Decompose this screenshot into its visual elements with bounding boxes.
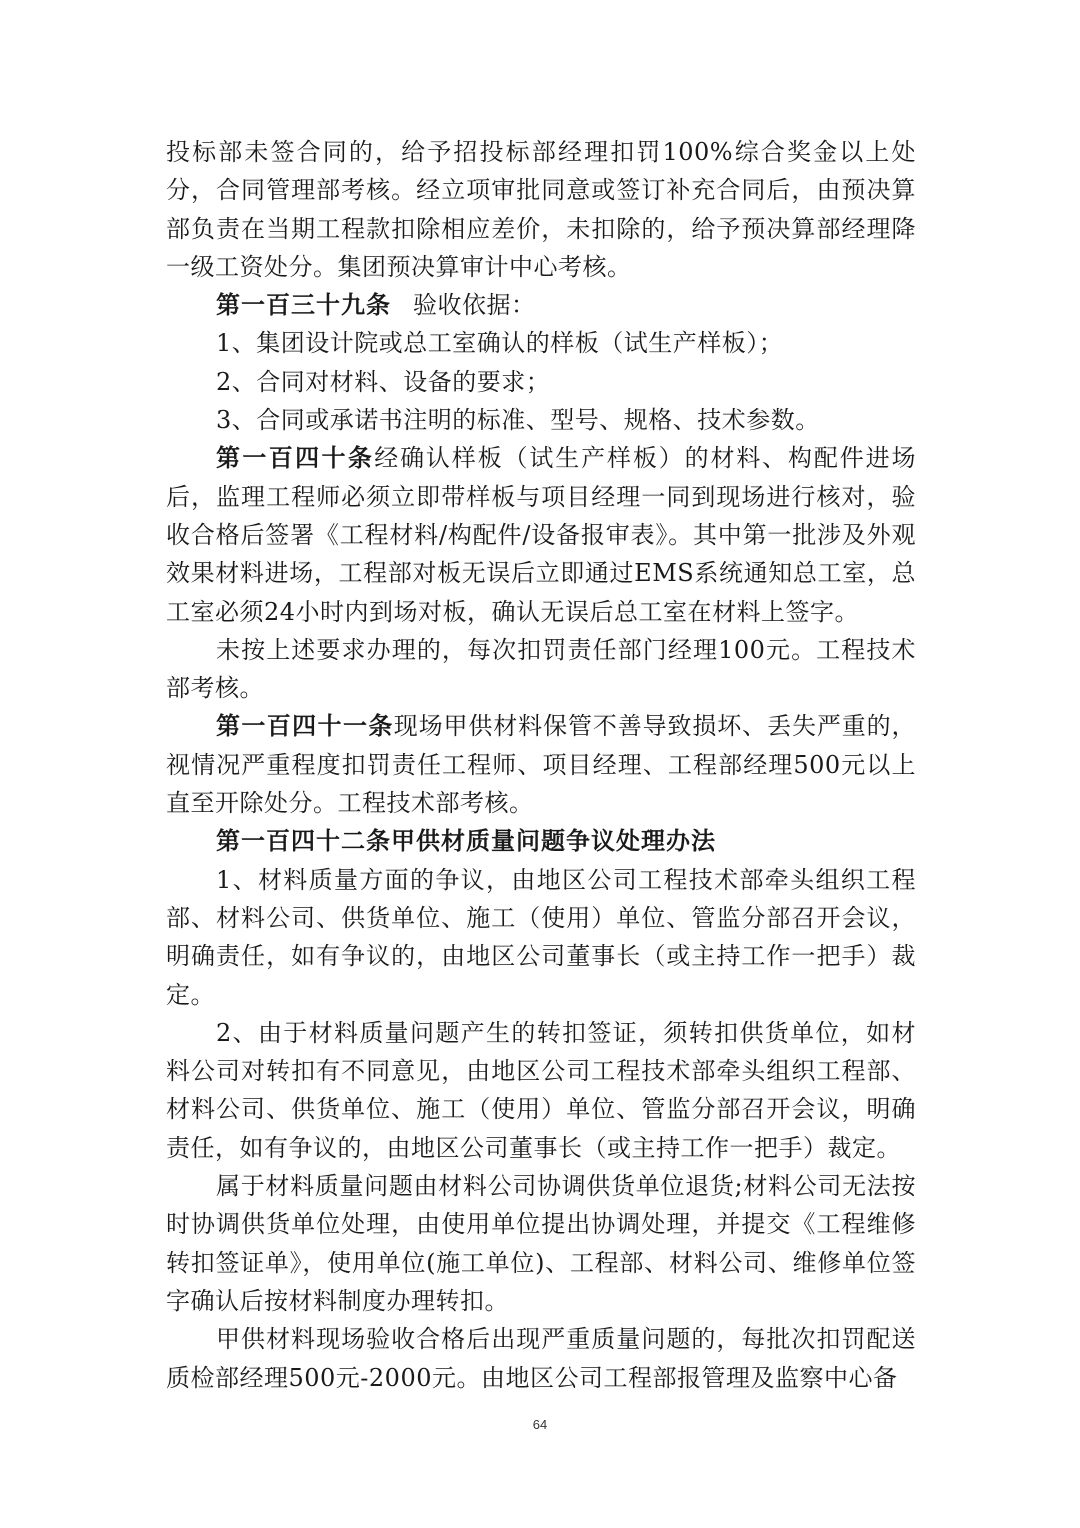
article-141 <box>166 707 916 822</box>
article-142-item-2: 2、由于材料质量问题产生的转扣签证，须转扣供货单位，如材料公司对转扣有不同意见，由地区公司工程技术部牵头组织工程部、材料公司、供货单位、施工（使用）单位、管监分部召开会议，明确责任，如有争议的，由地区公司董事长（或主持工作一把手）裁定。 <box>166 1018 916 1162</box>
document-body <box>166 133 916 1397</box>
article-139 <box>166 286 916 324</box>
article-141-heading: 第一百四十一条 <box>216 712 394 741</box>
article-142-item-3: 属于材料质量问题由材料公司协调供货单位退货;材料公司无法按时协调供货单位处理，由使用单位提出协调处理，并提交《工程维修转扣签证单》，使用单位(施工单位)、工程部、材料公司、维修单位签字确认后按材料制度办理转扣。 <box>166 1172 916 1315</box>
article-140-heading: 第一百四十条 <box>216 444 375 473</box>
article-141-text: 现场甲供材料保管不善导致损坏、丢失严重的，视情况严重程度扣罚责任工程师、项目经理、工程部经理500元以上直至开除处分。工程技术部考核。 <box>166 712 917 818</box>
article-142-heading: 第一百四十二条甲供材质量问题争议处理办法 <box>216 827 716 856</box>
article-139-heading: 第一百三十九条 <box>216 291 391 320</box>
article-142 <box>166 822 916 860</box>
article-140-penalty: 未按上述要求办理的，每次扣罚责任部门经理100元。工程技术部考核。 <box>166 635 916 703</box>
article-142-item-1: 1、材料质量方面的争议，由地区公司工程技术部牵头组织工程部、材料公司、供货单位、施工（使用）单位、管监分部召开会议，明确责任，如有争议的，由地区公司董事长（或主持工作一把手）裁定。 <box>166 865 916 1009</box>
article-140-text: 经确认样板（试生产样板）的材料、构配件进场后，监理工程师必须立即带样板与项目经理一同到现场进行核对，验收合格后签署《工程材料/构配件/设备报审表》。其中第一批涉及外观效果材料进场，工程部对板无误后立即通过EMS系统通知总工室，总工室必须24小时内到场对板，确认无误后总工室在材料上签字。 <box>166 444 917 626</box>
paragraph-continued: 投标部未签合同的，给予招投标部经理扣罚100%综合奖金以上处分，合同管理部考核。经立项审批同意或签订补充合同后，由预决算部负责在当期工程款扣除相应差价，未扣除的，给予预决算部经理降一级工资处分。集团预决算审计中心考核。 <box>166 138 916 281</box>
article-139-item-3: 3、合同或承诺书注明的标准、型号、规格、技术参数。 <box>216 406 820 435</box>
article-142-item-4: 甲供材料现场验收合格后出现严重质量问题的，每批次扣罚配送质检部经理500元-2000元。由地区公司工程部报管理及监察中心备 <box>166 1325 916 1392</box>
article-139-text: 验收依据： <box>413 291 536 320</box>
article-140 <box>166 439 916 630</box>
page-number: 64 <box>532 1417 548 1432</box>
article-139-item-1: 1、集团设计院或总工室确认的样板（试生产样板）； <box>216 329 784 358</box>
article-139-item-2: 2、合同对材料、设备的要求； <box>216 367 551 396</box>
